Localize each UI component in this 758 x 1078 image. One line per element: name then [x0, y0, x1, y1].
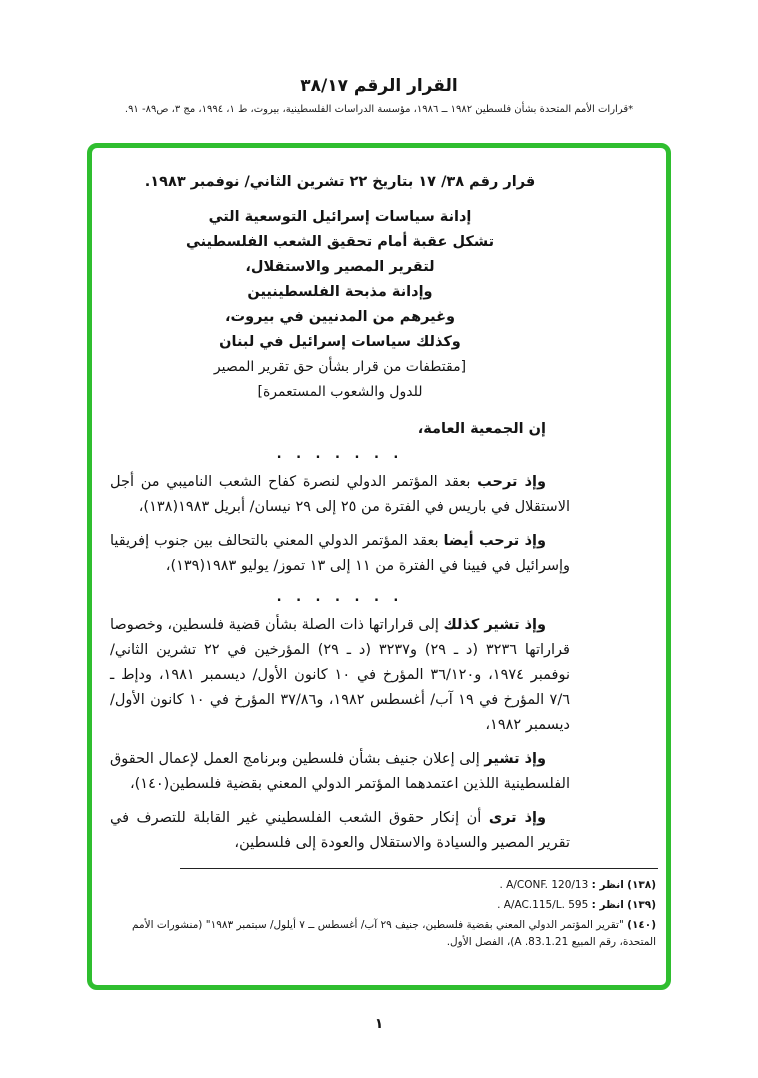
- preamble-paragraph: [92, 747, 666, 797]
- heading-line: وغيرهم من المدنيين في بيروت،: [225, 309, 455, 325]
- ellipsis-line: . . . . . . .: [276, 590, 404, 605]
- paragraph-text: أن إنكار حقوق الشعب الفلسطيني غير القابلة للتصرف في تقرير المصير والسيادة والاستقلال والعودة إلى فلسطين،: [110, 810, 570, 851]
- paragraph-lead: وإذ تشير: [484, 751, 546, 767]
- resolution-heading: [92, 205, 666, 355]
- footnote: [114, 897, 656, 914]
- footnote-label: انظر :: [591, 879, 624, 891]
- source-citation: *قرارات الأمم المتحدة بشأن فلسطين ١٩٨٢ ــ ١٩٨٦، مؤسسة الدراسات الفلسطينية، بيروت، ط ١، ١٩٩٤، مج ٣، ص٨٩- ٩١.: [124, 104, 634, 115]
- ellipsis-line: . . . . . . .: [276, 447, 404, 462]
- footnote-number: (١٣٨): [627, 879, 656, 891]
- preamble-paragraph: [92, 806, 666, 856]
- paragraph-text: بعقد المؤتمر الدولي لنصرة كفاح الشعب الناميبي من أجل الاستقلال في باريس في الفترة من ٢٥ إلى ٢٩ نيسان/ أبريل ١٩٨٣(١٣٨)،: [110, 474, 570, 515]
- footnote-number: (١٤٠): [627, 919, 656, 931]
- footnote-label: انظر :: [591, 899, 624, 911]
- paragraph-text: إلى قراراتها ذات الصلة بشأن قضية فلسطين، وخصوصا قراراتها ٣٢٣٦ (د ـ ٢٩) و٣٢٣٧ (د ـ ٢٩) المؤرخين في ٢٢ تشرين الثاني/ نوفمبر ١٩٧٤، و٣٦/١٢٠ المؤرخ في ١٠ كانون الأول/ ديسمبر ١٩٨١، ودإط ـ ٧/٦ المؤرخ في ١٩ آب/ أغسطس ١٩٨٢، و٣٧/٨٦ المؤرخ في ١٠ كانون الأول/ ديسمبر ١٩٨٢،: [110, 617, 571, 733]
- heading-line: وكذلك سياسات إسرائيل في لبنان: [219, 334, 461, 350]
- footnote-number: (١٣٩): [627, 899, 656, 911]
- heading-line: لتقرير المصير والاستقلال،: [245, 259, 435, 275]
- paragraph-text: إلى إعلان جنيف بشأن فلسطين وبرنامج العمل لإعمال الحقوق الفلسطينية اللذين اعتمدهما المؤتمر الدولي المعني بقضية فلسطين(١٤٠)،: [110, 751, 570, 792]
- footnote-reference: A/CONF. 120/13 .: [499, 879, 589, 891]
- preamble-paragraph: [92, 613, 666, 738]
- paragraph-text: بعقد المؤتمر الدولي المعني بالتحالف بين جنوب إفريقيا وإسرائيل في فيينا في الفترة من ١١ إلى ١٣ تموز/ يوليو ١٩٨٣(١٣٩)،: [110, 533, 570, 574]
- preamble-paragraph: [92, 470, 666, 520]
- page-number: ١: [374, 1016, 384, 1032]
- footnotes: [92, 877, 666, 951]
- heading-line: إدانة سياسات إسرائيل التوسعية التي: [208, 209, 472, 225]
- preamble-paragraph: [92, 529, 666, 579]
- excerpt-note: [92, 355, 666, 405]
- footnote: [114, 917, 656, 951]
- footnote: [114, 877, 656, 894]
- paragraph-lead: وإذ ترى: [488, 810, 546, 826]
- paragraph-lead: وإذ ترحب: [477, 474, 547, 490]
- footnote-reference: "تقرير المؤتمر الدولي المعني بقضية فلسطين، جنيف ٢٩ آب/ أغسطس ــ ٧ أيلول/ سبتمبر ١٩٨٣" (منشورات الأمم المتحدة، رقم المبيع A .83.1.21)، الفصل الأول.: [132, 919, 656, 948]
- heading-line: وإدانة مذبحة الفلسطينيين: [247, 284, 433, 300]
- footnote-reference: A/AC.115/L. 595 .: [497, 899, 589, 911]
- footnote-separator: [180, 868, 658, 869]
- heading-line: تشكل عقبة أمام تحقيق الشعب الفلسطيني: [185, 234, 495, 250]
- paragraph-lead: وإذ ترحب أيضا: [443, 533, 546, 549]
- opening-phrase: إن الجمعية العامة،: [417, 421, 546, 437]
- page-title: القرار الرقم ٣٨/١٧: [300, 76, 458, 96]
- document-frame: [87, 143, 671, 990]
- resolution-title: قرار رقم ٣٨/ ١٧ بتاريخ ٢٢ تشرين الثاني/ نوفمبر ١٩٨٣.: [144, 174, 536, 190]
- paragraph-lead: وإذ تشير كذلك: [443, 617, 547, 633]
- excerpt-note-line: [مقتطفات من قرار بشأن حق تقرير المصير: [213, 359, 467, 375]
- excerpt-note-line: للدول والشعوب المستعمرة]: [257, 384, 423, 400]
